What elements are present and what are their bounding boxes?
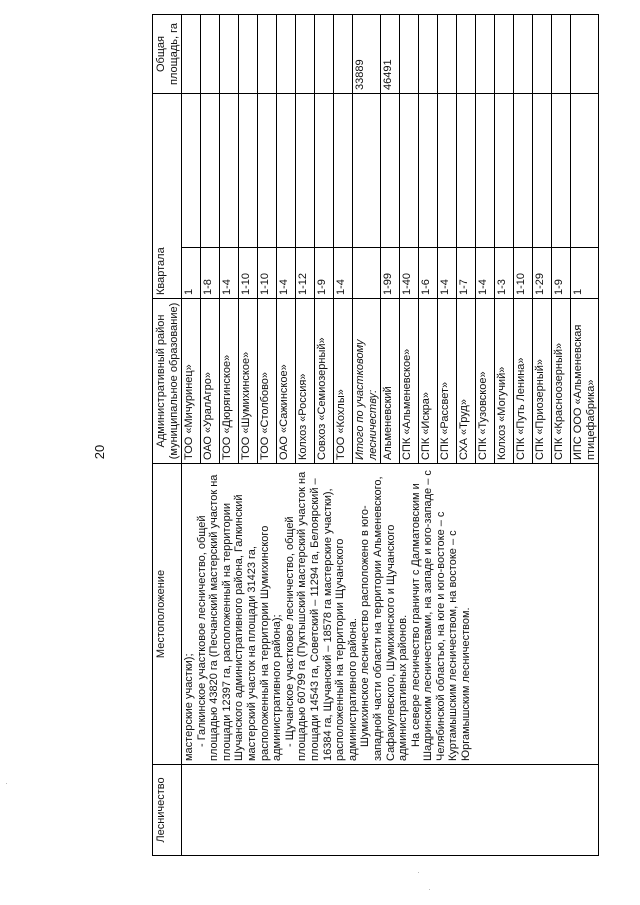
total-area-cell: [495, 15, 514, 94]
kvartals-cell: 1-10: [514, 248, 533, 299]
kvartals-extra-cell: [419, 94, 438, 249]
header-kvartals: Квартала: [153, 248, 182, 299]
total-area-cell: [533, 15, 552, 94]
location-paragraph: мастерские участки);: [183, 653, 195, 761]
total-area-cell: [220, 15, 239, 94]
forestry-table: [152, 14, 599, 856]
admin-district-cell: Итого по участковому лесничеству:: [353, 299, 381, 464]
header-kvartals-spacer: [153, 94, 182, 249]
kvartals-extra-cell: [258, 94, 277, 249]
kvartals-extra-cell: [476, 94, 495, 249]
admin-district-cell: ТОО «Мичуринец»: [182, 299, 201, 464]
kvartals-cell: 1-99: [381, 248, 400, 299]
kvartals-cell: 1-4: [220, 248, 239, 299]
kvartals-cell: 1-4: [476, 248, 495, 299]
kvartals-cell: 1-8: [201, 248, 220, 299]
admin-district-cell: ОАО «УралАгро»: [201, 299, 220, 464]
kvartals-extra-cell: [334, 94, 353, 249]
kvartals-cell: 1-6: [419, 248, 438, 299]
admin-district-cell: СПК «Путь Ленина»: [514, 299, 533, 464]
kvartals-extra-cell: [552, 94, 571, 249]
admin-district-cell: ТОО «Дюрягинское»: [220, 299, 239, 464]
scan-speck: [429, 889, 430, 890]
location-paragraph: Шумихинское лесничество расположено в юго-западной части области на территории Альменевского, Сафакулевского, Шумихинского и Щучанского административных районов.: [359, 476, 410, 761]
kvartals-cell: 1-40: [400, 248, 419, 299]
total-area-cell: [419, 15, 438, 94]
header-forestry: Лесничество: [153, 765, 182, 856]
total-area-cell: [239, 15, 258, 94]
admin-district-cell: СПК «Альменевское»: [400, 299, 419, 464]
header-admin-district: Административный район (муниципальное образование): [153, 299, 182, 464]
total-area-cell: [476, 15, 495, 94]
admin-district-cell: Совхоз «Семиозерный»: [315, 299, 334, 464]
admin-district-cell: СПК «Приозерный»: [533, 299, 552, 464]
page-number: 20: [92, 444, 107, 460]
kvartals-extra-cell: [220, 94, 239, 249]
kvartals-cell: 1-4: [438, 248, 457, 299]
total-area-cell: 33889: [353, 15, 381, 94]
kvartals-cell: 1-9: [315, 248, 334, 299]
scan-speck: [418, 872, 419, 873]
total-area-cell: [552, 15, 571, 94]
admin-district-cell: Колхоз «Могучий»: [495, 299, 514, 464]
admin-district-cell: ТОО «Столбово»: [258, 299, 277, 464]
admin-district-cell: СПК «Искра»: [419, 299, 438, 464]
table-row: [182, 15, 201, 856]
total-area-cell: [315, 15, 334, 94]
kvartals-extra-cell: [381, 94, 400, 249]
kvartals-cell: 1-4: [334, 248, 353, 299]
kvartals-extra-cell: [457, 94, 476, 249]
total-area-cell: 46491: [381, 15, 400, 94]
total-area-cell: [334, 15, 353, 94]
kvartals-extra-cell: [296, 94, 315, 249]
location-cell: [182, 464, 599, 765]
admin-district-cell: ОАО «Сажинское»: [277, 299, 296, 464]
table-body: [182, 15, 599, 856]
kvartals-cell: 1-10: [239, 248, 258, 299]
total-area-cell: [182, 15, 201, 94]
kvartals-cell: 1-3: [495, 248, 514, 299]
scan-speck: [6, 783, 7, 784]
kvartals-extra-cell: [315, 94, 334, 249]
admin-district-cell: СПК «Тузовское»: [476, 299, 495, 464]
admin-district-cell: СПК «Рассвет»: [438, 299, 457, 464]
kvartals-cell: 1-10: [258, 248, 277, 299]
kvartals-extra-cell: [277, 94, 296, 249]
kvartals-extra-cell: [514, 94, 533, 249]
kvartals-extra-cell: [571, 94, 599, 249]
admin-district-cell: ТОО «Кохлы»: [334, 299, 353, 464]
admin-district-cell: ИПС ООО «Альменевская птицефабрика»: [571, 299, 599, 464]
kvartals-extra-cell: [201, 94, 220, 249]
admin-district-cell: СХА «Труд»: [457, 299, 476, 464]
kvartals-cell: 1-12: [296, 248, 315, 299]
admin-district-cell: Альменевский: [381, 299, 400, 464]
total-area-cell: [438, 15, 457, 94]
admin-district-cell: ТОО «Шумихинское»: [239, 299, 258, 464]
location-paragraph: На севере лесничество граничит с Далматовским и Шадринским лесничествами, на западе и юго-западе – с Челябинской областью, на юге и юго-востоке – с Куртамышским лесничеством, на востоке – с Юргамышским лесничеством.: [409, 470, 473, 761]
admin-district-cell: Колхоз «Россия»: [296, 299, 315, 464]
forestry-cell: [182, 765, 599, 856]
total-area-cell: [258, 15, 277, 94]
kvartals-cell: 1: [571, 248, 599, 299]
kvartals-cell: 1-7: [457, 248, 476, 299]
kvartals-extra-cell: [400, 94, 419, 249]
kvartals-cell: 1-9: [552, 248, 571, 299]
kvartals-extra-cell: [239, 94, 258, 249]
table-header-row: [153, 15, 182, 856]
header-location: Местоположение: [153, 464, 182, 765]
kvartals-cell: [353, 248, 381, 299]
header-total-area: Общая площадь, га: [153, 15, 182, 94]
total-area-cell: [201, 15, 220, 94]
kvartals-extra-cell: [182, 94, 201, 249]
total-area-cell: [400, 15, 419, 94]
location-paragraph: - Щучанское участковое лесничество, общей площадью 60799 га (Пуктышский мастерский участок на площади 14543 га, Советский – 11294 га, Белоярский – 16384 га, Щучанский – 18578 га мастерские участки), расположенный на территории Щучанского административного района.: [283, 471, 359, 761]
kvartals-cell: 1-4: [277, 248, 296, 299]
admin-district-cell: СПК «Красноозерный»: [552, 299, 571, 464]
kvartals-extra-cell: [438, 94, 457, 249]
total-area-cell: [571, 15, 599, 94]
rotated-table-container: [152, 23, 640, 856]
total-area-cell: [296, 15, 315, 94]
total-area-cell: [277, 15, 296, 94]
kvartals-extra-cell: [495, 94, 514, 249]
total-area-cell: [457, 15, 476, 94]
kvartals-cell: 1: [182, 248, 201, 299]
kvartals-cell: 1-29: [533, 248, 552, 299]
kvartals-extra-cell: [533, 94, 552, 249]
location-paragraph: - Галкинское участковое лесничество, общей площадью 43820 га (Песчанский мастерский участок на площади 12397 га, расположенный на территории Шучанского административного района, Галкинский мастерский участок на площади 31423 га, расположенный на территории Шумихинского административного района);: [195, 474, 284, 761]
total-area-cell: [514, 15, 533, 94]
kvartals-extra-cell: [353, 94, 381, 249]
